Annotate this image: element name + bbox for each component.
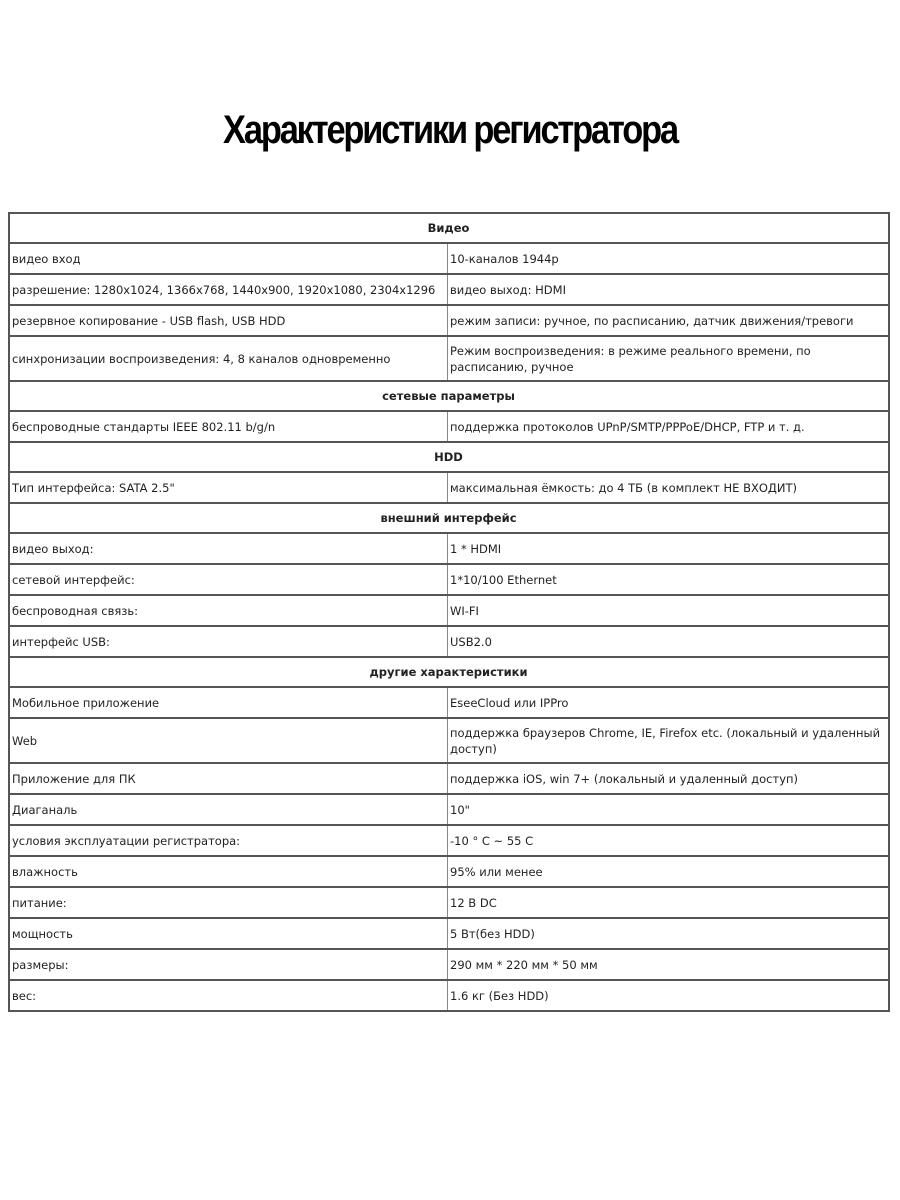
spec-value: 290 мм * 220 мм * 50 мм	[448, 949, 890, 980]
spec-label: условия эксплуатации регистратора:	[9, 825, 448, 856]
spec-label: синхронизации воспроизведения: 4, 8 каналов одновременно	[9, 336, 448, 381]
section-header-external: внешний интерфейс	[9, 503, 889, 533]
spec-label: мощность	[9, 918, 448, 949]
spec-value: максимальная ёмкость: до 4 ТБ (в комплект НЕ ВХОДИТ)	[448, 472, 890, 503]
spec-value: 12 В DC	[448, 887, 890, 918]
spec-label: беспроводные стандарты IEEE 802.11 b/g/n	[9, 411, 448, 442]
spec-table	[8, 212, 890, 1012]
spec-value: WI-FI	[448, 595, 890, 626]
spec-value: 1*10/100 Ethernet	[448, 564, 890, 595]
spec-label: вес:	[9, 980, 448, 1011]
spec-value: 1.6 кг (Без HDD)	[448, 980, 890, 1011]
spec-label: Тип интерфейса: SATA 2.5"	[9, 472, 448, 503]
section-header-other: другие характеристики	[9, 657, 889, 687]
spec-label: Приложение для ПК	[9, 763, 448, 794]
spec-value: EseeCloud или IPPro	[448, 687, 890, 718]
spec-value: 10"	[448, 794, 890, 825]
section-header-video: Видео	[9, 213, 889, 243]
spec-label: питание:	[9, 887, 448, 918]
spec-value: поддержка протоколов UPnP/SMTP/PPPoE/DHCP, FTP и т. д.	[448, 411, 890, 442]
spec-label: Web	[9, 718, 448, 763]
section-header-hdd: HDD	[9, 442, 889, 472]
spec-value: 10-каналов 1944p	[448, 243, 890, 274]
spec-label: беспроводная связь:	[9, 595, 448, 626]
spec-label: сетевой интерфейс:	[9, 564, 448, 595]
spec-value: режим записи: ручное, по расписанию, датчик движения/тревоги	[448, 305, 890, 336]
spec-value: 1 * HDMI	[448, 533, 890, 564]
spec-label: разрешение: 1280x1024, 1366x768, 1440x900, 1920x1080, 2304x1296	[9, 274, 448, 305]
spec-value: 5 Вт(без HDD)	[448, 918, 890, 949]
spec-label: видео вход	[9, 243, 448, 274]
spec-value: поддержка iOS, win 7+ (локальный и удаленный доступ)	[448, 763, 890, 794]
section-header-network: сетевые параметры	[9, 381, 889, 411]
spec-label: влажность	[9, 856, 448, 887]
spec-label: резервное копирование - USB flash, USB HDD	[9, 305, 448, 336]
spec-value: 95% или менее	[448, 856, 890, 887]
spec-label: интерфейс USB:	[9, 626, 448, 657]
spec-label: Диаганаль	[9, 794, 448, 825]
spec-value: -10 ° C ~ 55 C	[448, 825, 890, 856]
spec-value: USB2.0	[448, 626, 890, 657]
spec-value: Режим воспроизведения: в режиме реального времени, по расписанию, ручное	[448, 336, 890, 381]
spec-label: видео выход:	[9, 533, 448, 564]
spec-label: размеры:	[9, 949, 448, 980]
spec-value: поддержка браузеров Chrome, IE, Firefox etc. (локальный и удаленный доступ)	[448, 718, 890, 763]
page-title: Характеристики регистратора	[223, 108, 677, 152]
spec-label: Мобильное приложение	[9, 687, 448, 718]
spec-value: видео выход: HDMI	[448, 274, 890, 305]
